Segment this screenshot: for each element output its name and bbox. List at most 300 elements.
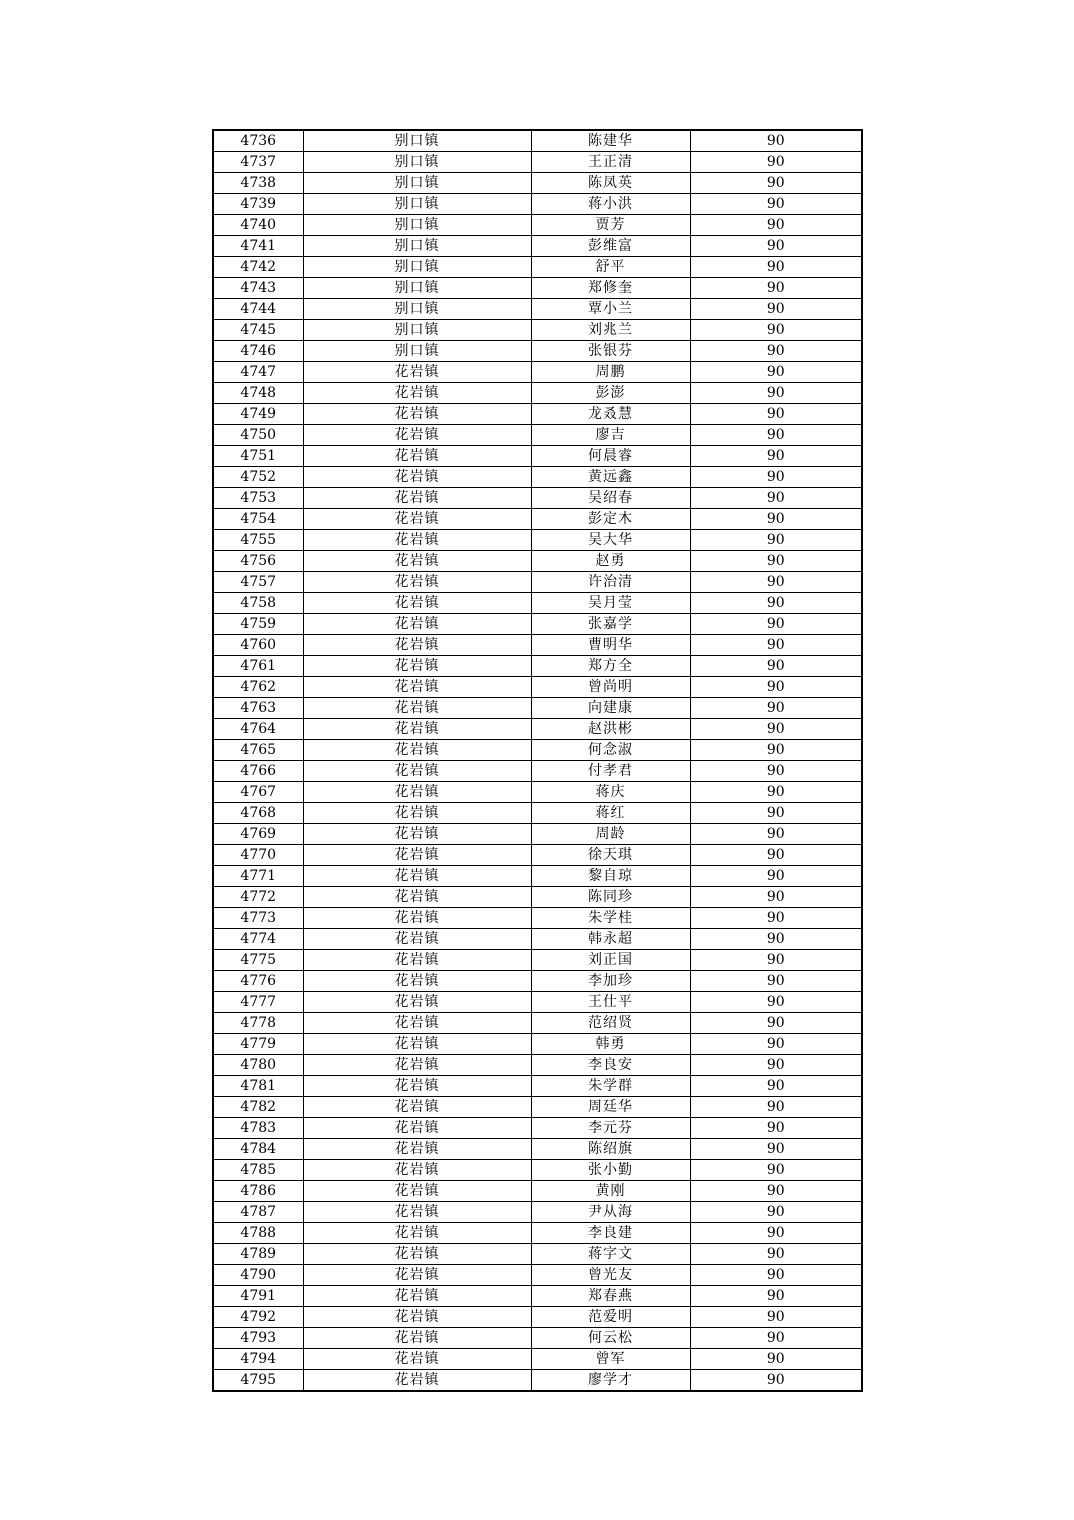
town-cell: 花岩镇 [303, 551, 531, 572]
name-cell: 吴绍春 [531, 488, 690, 509]
name-cell: 朱学桂 [531, 908, 690, 929]
town-cell: 花岩镇 [303, 1328, 531, 1349]
name-cell: 彭澎 [531, 383, 690, 404]
name-cell: 何晨睿 [531, 446, 690, 467]
town-cell: 花岩镇 [303, 530, 531, 551]
name-cell: 王仕平 [531, 992, 690, 1013]
town-cell: 花岩镇 [303, 1349, 531, 1370]
table-row [213, 782, 862, 803]
name-cell: 李良建 [531, 1223, 690, 1244]
town-cell: 别口镇 [303, 299, 531, 320]
amount-cell: 90 [690, 1265, 862, 1286]
table-row [213, 1328, 862, 1349]
name-cell: 廖学才 [531, 1370, 690, 1392]
name-cell: 范绍贤 [531, 1013, 690, 1034]
amount-cell: 90 [690, 719, 862, 740]
table-row [213, 656, 862, 677]
table-row [213, 971, 862, 992]
name-cell: 蒋庆 [531, 782, 690, 803]
table-row [213, 1244, 862, 1265]
town-cell: 花岩镇 [303, 488, 531, 509]
name-cell: 黄刚 [531, 1181, 690, 1202]
table-row [213, 404, 862, 425]
amount-cell: 90 [690, 152, 862, 173]
table-row [213, 130, 862, 152]
row-number-cell: 4778 [213, 1013, 303, 1034]
table-row [213, 992, 862, 1013]
town-cell: 花岩镇 [303, 971, 531, 992]
name-cell: 向建康 [531, 698, 690, 719]
name-cell: 贾芳 [531, 215, 690, 236]
amount-cell: 90 [690, 383, 862, 404]
table-row [213, 383, 862, 404]
row-number-cell: 4740 [213, 215, 303, 236]
row-number-cell: 4760 [213, 635, 303, 656]
table-row [213, 278, 862, 299]
amount-cell: 90 [690, 782, 862, 803]
row-number-cell: 4774 [213, 929, 303, 950]
amount-cell: 90 [690, 1118, 862, 1139]
amount-cell: 90 [690, 1307, 862, 1328]
amount-cell: 90 [690, 215, 862, 236]
name-cell: 黎自琼 [531, 866, 690, 887]
town-cell: 花岩镇 [303, 719, 531, 740]
table-row [213, 614, 862, 635]
town-cell: 花岩镇 [303, 446, 531, 467]
town-cell: 花岩镇 [303, 1286, 531, 1307]
amount-cell: 90 [690, 1202, 862, 1223]
name-cell: 覃小兰 [531, 299, 690, 320]
table-row [213, 1076, 862, 1097]
name-cell: 黄远鑫 [531, 467, 690, 488]
name-cell: 付孝君 [531, 761, 690, 782]
table-row [213, 1370, 862, 1392]
town-cell: 花岩镇 [303, 1181, 531, 1202]
name-cell: 郑春燕 [531, 1286, 690, 1307]
table-row [213, 572, 862, 593]
table-row [213, 551, 862, 572]
row-number-cell: 4748 [213, 383, 303, 404]
table-row [213, 467, 862, 488]
name-cell: 曾尚明 [531, 677, 690, 698]
row-number-cell: 4768 [213, 803, 303, 824]
amount-cell: 90 [690, 1244, 862, 1265]
town-cell: 别口镇 [303, 194, 531, 215]
amount-cell: 90 [690, 446, 862, 467]
name-cell: 蒋红 [531, 803, 690, 824]
table-row [213, 1202, 862, 1223]
town-cell: 花岩镇 [303, 782, 531, 803]
name-cell: 蒋字文 [531, 1244, 690, 1265]
amount-cell: 90 [690, 278, 862, 299]
town-cell: 花岩镇 [303, 1223, 531, 1244]
amount-cell: 90 [690, 404, 862, 425]
amount-cell: 90 [690, 1139, 862, 1160]
table-row [213, 320, 862, 341]
table-row [213, 1013, 862, 1034]
row-number-cell: 4737 [213, 152, 303, 173]
town-cell: 花岩镇 [303, 1118, 531, 1139]
amount-cell: 90 [690, 803, 862, 824]
table-row [213, 341, 862, 362]
amount-cell: 90 [690, 509, 862, 530]
name-cell: 周鹏 [531, 362, 690, 383]
name-cell: 舒平 [531, 257, 690, 278]
table-row [213, 635, 862, 656]
town-cell: 花岩镇 [303, 1076, 531, 1097]
roster-table-body [213, 130, 862, 1391]
amount-cell: 90 [690, 635, 862, 656]
amount-cell: 90 [690, 572, 862, 593]
town-cell: 花岩镇 [303, 803, 531, 824]
table-row [213, 509, 862, 530]
table-row [213, 530, 862, 551]
amount-cell: 90 [690, 1097, 862, 1118]
table-row [213, 698, 862, 719]
town-cell: 别口镇 [303, 257, 531, 278]
name-cell: 蒋小洪 [531, 194, 690, 215]
town-cell: 花岩镇 [303, 362, 531, 383]
town-cell: 花岩镇 [303, 1370, 531, 1392]
town-cell: 花岩镇 [303, 1013, 531, 1034]
table-row [213, 1118, 862, 1139]
name-cell: 廖吉 [531, 425, 690, 446]
name-cell: 陈同珍 [531, 887, 690, 908]
amount-cell: 90 [690, 425, 862, 446]
town-cell: 花岩镇 [303, 1160, 531, 1181]
table-row [213, 362, 862, 383]
row-number-cell: 4769 [213, 824, 303, 845]
row-number-cell: 4780 [213, 1055, 303, 1076]
table-row [213, 1223, 862, 1244]
name-cell: 曹明华 [531, 635, 690, 656]
row-number-cell: 4782 [213, 1097, 303, 1118]
name-cell: 韩勇 [531, 1034, 690, 1055]
row-number-cell: 4749 [213, 404, 303, 425]
table-row [213, 1349, 862, 1370]
amount-cell: 90 [690, 1349, 862, 1370]
town-cell: 花岩镇 [303, 1307, 531, 1328]
row-number-cell: 4781 [213, 1076, 303, 1097]
town-cell: 花岩镇 [303, 677, 531, 698]
amount-cell: 90 [690, 1181, 862, 1202]
table-row [213, 236, 862, 257]
row-number-cell: 4792 [213, 1307, 303, 1328]
row-number-cell: 4793 [213, 1328, 303, 1349]
town-cell: 花岩镇 [303, 698, 531, 719]
town-cell: 花岩镇 [303, 845, 531, 866]
amount-cell: 90 [690, 173, 862, 194]
town-cell: 花岩镇 [303, 467, 531, 488]
table-row [213, 887, 862, 908]
row-number-cell: 4741 [213, 236, 303, 257]
amount-cell: 90 [690, 1160, 862, 1181]
table-row [213, 677, 862, 698]
name-cell: 王正清 [531, 152, 690, 173]
row-number-cell: 4790 [213, 1265, 303, 1286]
name-cell: 赵洪彬 [531, 719, 690, 740]
name-cell: 韩永超 [531, 929, 690, 950]
table-row [213, 1307, 862, 1328]
amount-cell: 90 [690, 1076, 862, 1097]
amount-cell: 90 [690, 130, 862, 152]
town-cell: 花岩镇 [303, 1097, 531, 1118]
row-number-cell: 4794 [213, 1349, 303, 1370]
town-cell: 花岩镇 [303, 887, 531, 908]
amount-cell: 90 [690, 698, 862, 719]
row-number-cell: 4744 [213, 299, 303, 320]
row-number-cell: 4750 [213, 425, 303, 446]
row-number-cell: 4771 [213, 866, 303, 887]
row-number-cell: 4755 [213, 530, 303, 551]
name-cell: 刘兆兰 [531, 320, 690, 341]
table-row [213, 824, 862, 845]
town-cell: 花岩镇 [303, 593, 531, 614]
table-row [213, 740, 862, 761]
table-row [213, 425, 862, 446]
amount-cell: 90 [690, 194, 862, 215]
town-cell: 花岩镇 [303, 425, 531, 446]
name-cell: 陈绍旗 [531, 1139, 690, 1160]
table-row [213, 950, 862, 971]
amount-cell: 90 [690, 1013, 862, 1034]
amount-cell: 90 [690, 761, 862, 782]
town-cell: 别口镇 [303, 278, 531, 299]
amount-cell: 90 [690, 1286, 862, 1307]
amount-cell: 90 [690, 614, 862, 635]
town-cell: 花岩镇 [303, 1265, 531, 1286]
name-cell: 周廷华 [531, 1097, 690, 1118]
row-number-cell: 4775 [213, 950, 303, 971]
table-row [213, 1286, 862, 1307]
town-cell: 花岩镇 [303, 509, 531, 530]
row-number-cell: 4759 [213, 614, 303, 635]
amount-cell: 90 [690, 740, 862, 761]
table-row [213, 866, 862, 887]
town-cell: 花岩镇 [303, 950, 531, 971]
table-row [213, 1265, 862, 1286]
name-cell: 彭维富 [531, 236, 690, 257]
row-number-cell: 4742 [213, 257, 303, 278]
row-number-cell: 4758 [213, 593, 303, 614]
name-cell: 李加珍 [531, 971, 690, 992]
row-number-cell: 4764 [213, 719, 303, 740]
amount-cell: 90 [690, 656, 862, 677]
name-cell: 李良安 [531, 1055, 690, 1076]
name-cell: 周龄 [531, 824, 690, 845]
row-number-cell: 4789 [213, 1244, 303, 1265]
row-number-cell: 4753 [213, 488, 303, 509]
roster-table [212, 129, 863, 1392]
row-number-cell: 4786 [213, 1181, 303, 1202]
amount-cell: 90 [690, 1370, 862, 1392]
row-number-cell: 4739 [213, 194, 303, 215]
amount-cell: 90 [690, 551, 862, 572]
amount-cell: 90 [690, 908, 862, 929]
name-cell: 赵勇 [531, 551, 690, 572]
name-cell: 范爱明 [531, 1307, 690, 1328]
amount-cell: 90 [690, 845, 862, 866]
row-number-cell: 4763 [213, 698, 303, 719]
name-cell: 吴月莹 [531, 593, 690, 614]
row-number-cell: 4762 [213, 677, 303, 698]
town-cell: 花岩镇 [303, 383, 531, 404]
row-number-cell: 4779 [213, 1034, 303, 1055]
row-number-cell: 4766 [213, 761, 303, 782]
name-cell: 陈建华 [531, 130, 690, 152]
row-number-cell: 4770 [213, 845, 303, 866]
table-row [213, 173, 862, 194]
table-row [213, 803, 862, 824]
row-number-cell: 4756 [213, 551, 303, 572]
amount-cell: 90 [690, 593, 862, 614]
row-number-cell: 4788 [213, 1223, 303, 1244]
amount-cell: 90 [690, 677, 862, 698]
amount-cell: 90 [690, 1223, 862, 1244]
row-number-cell: 4773 [213, 908, 303, 929]
town-cell: 花岩镇 [303, 761, 531, 782]
town-cell: 花岩镇 [303, 992, 531, 1013]
name-cell: 何云松 [531, 1328, 690, 1349]
name-cell: 徐天琪 [531, 845, 690, 866]
amount-cell: 90 [690, 341, 862, 362]
amount-cell: 90 [690, 467, 862, 488]
row-number-cell: 4784 [213, 1139, 303, 1160]
table-row [213, 1139, 862, 1160]
row-number-cell: 4751 [213, 446, 303, 467]
town-cell: 花岩镇 [303, 614, 531, 635]
town-cell: 花岩镇 [303, 1055, 531, 1076]
name-cell: 龙叒慧 [531, 404, 690, 425]
amount-cell: 90 [690, 236, 862, 257]
town-cell: 别口镇 [303, 341, 531, 362]
town-cell: 别口镇 [303, 173, 531, 194]
row-number-cell: 4791 [213, 1286, 303, 1307]
name-cell: 何念淑 [531, 740, 690, 761]
row-number-cell: 4754 [213, 509, 303, 530]
name-cell: 吴大华 [531, 530, 690, 551]
town-cell: 花岩镇 [303, 1244, 531, 1265]
table-row [213, 1097, 862, 1118]
row-number-cell: 4752 [213, 467, 303, 488]
name-cell: 许治清 [531, 572, 690, 593]
name-cell: 郑方全 [531, 656, 690, 677]
town-cell: 别口镇 [303, 236, 531, 257]
row-number-cell: 4777 [213, 992, 303, 1013]
town-cell: 花岩镇 [303, 572, 531, 593]
amount-cell: 90 [690, 488, 862, 509]
amount-cell: 90 [690, 362, 862, 383]
name-cell: 彭定木 [531, 509, 690, 530]
row-number-cell: 4795 [213, 1370, 303, 1392]
amount-cell: 90 [690, 1055, 862, 1076]
town-cell: 花岩镇 [303, 1034, 531, 1055]
row-number-cell: 4785 [213, 1160, 303, 1181]
town-cell: 花岩镇 [303, 929, 531, 950]
table-row [213, 929, 862, 950]
name-cell: 曾光友 [531, 1265, 690, 1286]
row-number-cell: 4783 [213, 1118, 303, 1139]
row-number-cell: 4746 [213, 341, 303, 362]
table-row [213, 299, 862, 320]
name-cell: 张银芬 [531, 341, 690, 362]
town-cell: 别口镇 [303, 152, 531, 173]
name-cell: 朱学群 [531, 1076, 690, 1097]
town-cell: 花岩镇 [303, 740, 531, 761]
amount-cell: 90 [690, 824, 862, 845]
town-cell: 花岩镇 [303, 908, 531, 929]
amount-cell: 90 [690, 320, 862, 341]
town-cell: 别口镇 [303, 130, 531, 152]
row-number-cell: 4761 [213, 656, 303, 677]
table-row [213, 719, 862, 740]
table-row [213, 257, 862, 278]
table-row [213, 194, 862, 215]
amount-cell: 90 [690, 950, 862, 971]
name-cell: 郑修奎 [531, 278, 690, 299]
row-number-cell: 4747 [213, 362, 303, 383]
name-cell: 刘正国 [531, 950, 690, 971]
table-row [213, 446, 862, 467]
row-number-cell: 4745 [213, 320, 303, 341]
amount-cell: 90 [690, 257, 862, 278]
amount-cell: 90 [690, 887, 862, 908]
name-cell: 陈凤英 [531, 173, 690, 194]
name-cell: 张嘉学 [531, 614, 690, 635]
table-row [213, 488, 862, 509]
table-row [213, 908, 862, 929]
row-number-cell: 4765 [213, 740, 303, 761]
table-row [213, 1160, 862, 1181]
table-row [213, 1181, 862, 1202]
amount-cell: 90 [690, 971, 862, 992]
amount-cell: 90 [690, 1034, 862, 1055]
table-row [213, 593, 862, 614]
row-number-cell: 4787 [213, 1202, 303, 1223]
town-cell: 花岩镇 [303, 824, 531, 845]
town-cell: 花岩镇 [303, 656, 531, 677]
amount-cell: 90 [690, 929, 862, 950]
table-row [213, 1034, 862, 1055]
table-row [213, 152, 862, 173]
town-cell: 花岩镇 [303, 1202, 531, 1223]
table-row [213, 215, 862, 236]
town-cell: 花岩镇 [303, 404, 531, 425]
row-number-cell: 4776 [213, 971, 303, 992]
name-cell: 尹从海 [531, 1202, 690, 1223]
row-number-cell: 4772 [213, 887, 303, 908]
amount-cell: 90 [690, 866, 862, 887]
town-cell: 花岩镇 [303, 866, 531, 887]
name-cell: 张小勤 [531, 1160, 690, 1181]
amount-cell: 90 [690, 992, 862, 1013]
amount-cell: 90 [690, 530, 862, 551]
name-cell: 曾军 [531, 1349, 690, 1370]
amount-cell: 90 [690, 299, 862, 320]
town-cell: 花岩镇 [303, 1139, 531, 1160]
row-number-cell: 4738 [213, 173, 303, 194]
town-cell: 别口镇 [303, 320, 531, 341]
row-number-cell: 4743 [213, 278, 303, 299]
amount-cell: 90 [690, 1328, 862, 1349]
name-cell: 李元芬 [531, 1118, 690, 1139]
town-cell: 别口镇 [303, 215, 531, 236]
table-row [213, 845, 862, 866]
row-number-cell: 4736 [213, 130, 303, 152]
row-number-cell: 4767 [213, 782, 303, 803]
town-cell: 花岩镇 [303, 635, 531, 656]
row-number-cell: 4757 [213, 572, 303, 593]
